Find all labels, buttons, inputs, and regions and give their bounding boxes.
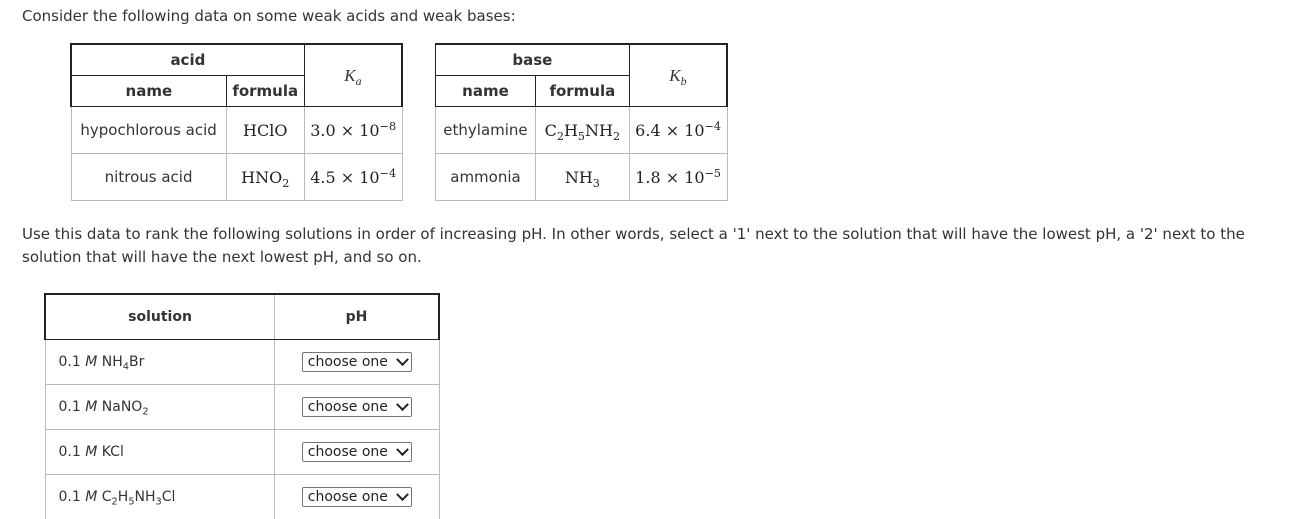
base-table <box>435 43 728 201</box>
ka-header: $K_a$ <box>304 44 402 107</box>
acid-name: nitrous acid <box>71 154 226 201</box>
acid-table <box>70 43 403 201</box>
solution-ranking-table <box>44 293 440 519</box>
acid-ka: $3.0 \times 10^{-8}$ <box>304 107 402 154</box>
base-formula: $NH_3$ <box>535 154 629 201</box>
solution-label: 0.1 M KCl <box>45 430 275 475</box>
solution-label: 0.1 M $NH_4Br$ <box>45 340 275 385</box>
chevron-down-icon <box>396 353 409 366</box>
base-formula: $C_2H_5NH_2$ <box>535 107 629 154</box>
base-name: ammonia <box>436 154 536 201</box>
base-name-header: name <box>436 76 536 107</box>
solution-label: 0.1 M $C_2H_5NH_3Cl$ <box>45 475 275 519</box>
acid-ka: $4.5 \times 10^{-4}$ <box>304 154 402 201</box>
solution-row <box>45 475 439 519</box>
ph-header: pH <box>275 294 439 340</box>
solution-header: solution <box>45 294 275 340</box>
acid-formula-header: formula <box>226 76 304 107</box>
intro-text: Consider the following data on some weak acids and weak bases: <box>22 7 516 25</box>
base-kb: $6.4 \times 10^{-4}$ <box>629 107 727 154</box>
acid-group-header: acid <box>71 44 304 76</box>
acid-name-header: name <box>71 76 226 107</box>
chevron-down-icon <box>396 443 409 456</box>
acid-formula: HClO <box>226 107 304 154</box>
base-group-header: base <box>436 44 630 76</box>
base-row <box>436 107 728 154</box>
acid-row <box>71 107 402 154</box>
ph-rank-select[interactable]: choose one <box>302 487 412 507</box>
base-name: ethylamine <box>436 107 536 154</box>
solution-label: 0.1 M NaNO$_2$ <box>45 385 275 430</box>
ph-rank-select[interactable]: choose one <box>302 442 412 462</box>
instructions-text: Use this data to rank the following solutions in order of increasing pH. In other words, select a '1' next to the solution that will have the lowest pH, a '2' next to the solution that will have the next lowest pH, and so on. <box>22 223 1300 269</box>
base-kb: $1.8 \times 10^{-5}$ <box>629 154 727 201</box>
solution-row <box>45 385 439 430</box>
kb-header: $K_b$ <box>629 44 727 107</box>
base-formula-header: formula <box>535 76 629 107</box>
chevron-down-icon <box>396 398 409 411</box>
base-row <box>436 154 728 201</box>
acid-name: hypochlorous acid <box>71 107 226 154</box>
ph-rank-select[interactable]: choose one <box>302 397 412 417</box>
ph-rank-select[interactable]: choose one <box>302 352 412 372</box>
acid-row <box>71 154 402 201</box>
acid-formula: $HNO_2$ <box>226 154 304 201</box>
solution-row <box>45 430 439 475</box>
chevron-down-icon <box>396 488 409 501</box>
solution-row <box>45 340 439 385</box>
